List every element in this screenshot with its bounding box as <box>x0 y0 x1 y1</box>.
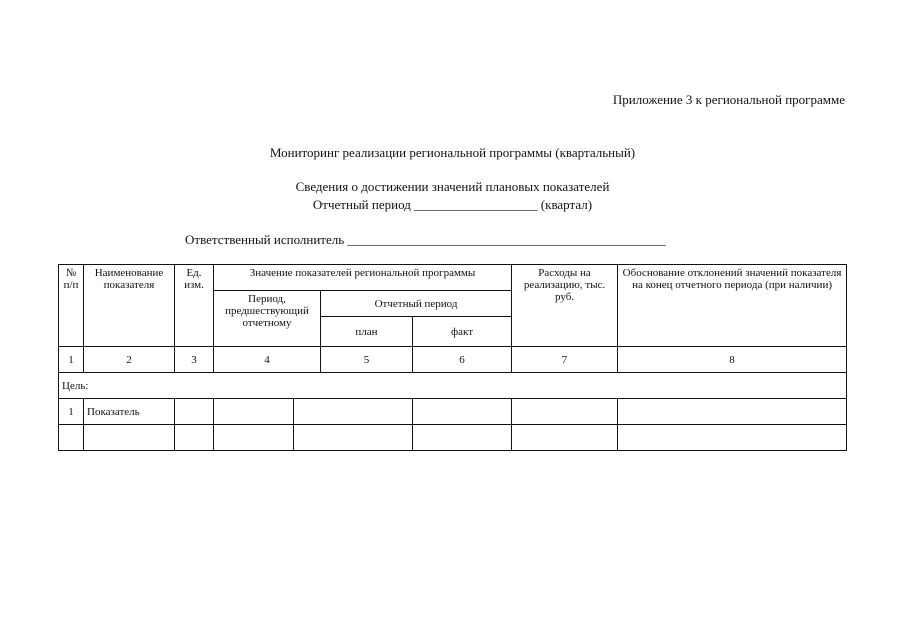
responsible-executor-line: Ответственный исполнитель _________________________________________________ <box>185 232 666 247</box>
empty-cell <box>84 425 175 451</box>
indicator-cell <box>294 399 413 425</box>
empty-cell <box>59 425 84 451</box>
column-number: 8 <box>618 347 847 373</box>
indicator-justification-cell <box>618 399 847 425</box>
indicator-fact-cell <box>413 399 512 425</box>
empty-cell <box>214 425 294 451</box>
indicator-unit-cell <box>175 399 214 425</box>
empty-row <box>59 425 847 451</box>
header-unit: Ед. изм. <box>175 265 214 347</box>
empty-cell <box>175 425 214 451</box>
indicator-prev-cell <box>214 399 294 425</box>
document-subtitle: Сведения о достижении значений плановых показателей <box>295 179 610 194</box>
header-row-1 <box>59 265 847 291</box>
indicator-expenses-cell <box>512 399 618 425</box>
indicator-row <box>59 399 847 425</box>
goal-row <box>59 373 847 399</box>
column-number: 7 <box>512 347 618 373</box>
goal-label: Цель: <box>59 373 847 399</box>
header-fact: факт <box>413 317 512 347</box>
header-name: Наименование показателя <box>84 265 175 347</box>
appendix-label: Приложение 3 к региональной программе <box>612 92 845 107</box>
monitoring-table <box>58 264 847 451</box>
indicator-num: 1 <box>59 399 84 425</box>
column-numbers-row <box>59 347 847 373</box>
header-plan: план <box>321 317 413 347</box>
header-num: № п/п <box>59 265 84 347</box>
column-number: 5 <box>321 347 413 373</box>
column-number: 2 <box>84 347 175 373</box>
header-justification: Обоснование отклонений значений показателя на конец отчетного периода (при наличии) <box>618 265 847 347</box>
column-number: 4 <box>214 347 321 373</box>
empty-cell <box>512 425 618 451</box>
empty-cell <box>294 425 413 451</box>
column-number: 3 <box>175 347 214 373</box>
header-prev-period: Период, предшествующий отчетному <box>214 291 321 347</box>
document-title: Мониторинг реализации региональной программы (квартальный) <box>269 145 636 160</box>
reporting-period-line: Отчетный период ___________________ (квартал) <box>312 197 593 212</box>
header-values-group: Значение показателей региональной программы <box>214 265 512 291</box>
header-expenses: Расходы на реализацию, тыс. руб. <box>512 265 618 347</box>
indicator-name: Показатель <box>84 399 175 425</box>
empty-cell <box>618 425 847 451</box>
column-number: 6 <box>413 347 512 373</box>
empty-cell <box>413 425 512 451</box>
header-report-period: Отчетный период <box>321 291 512 317</box>
column-number: 1 <box>59 347 84 373</box>
